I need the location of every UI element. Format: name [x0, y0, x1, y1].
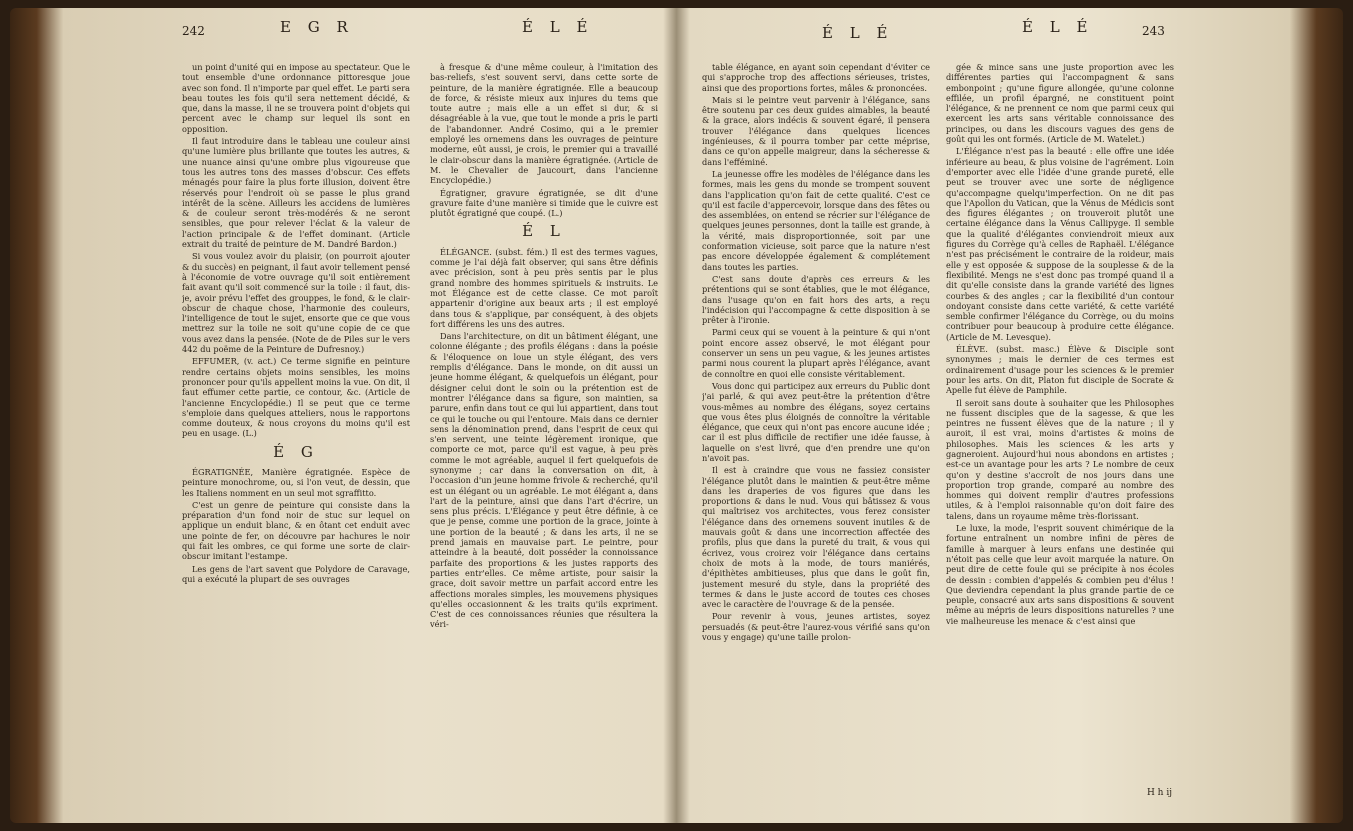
- paragraph: Égratigner, gravure égratignée, se dit d'une gravure faite d'une manière si timide que le cuivre est plutôt égratigné que coupé. (L.): [430, 187, 658, 219]
- paragraph: Dans l'architecture, on dit un bâtiment élégant, une colonne élégante ; des profils élégans : dans la poésie & l'éloquence on loue un style élégant, des vers remplis d'élégance. Dans le monde, on dit aussi un jeune homme élégant, & quelquefois un élégant, pour désigner celui dont le soin ou la prétention est de montrer l'élégance dans sa figure, son maintien, sa parure, enfin dans tout ce qui lui appartient, dans tout ce qui le touche ou qui l'entoure. Mais dans ce dernier sens la dénomination prend, dans l'esprit de ceux qui s'en servent, une teinte légèrement ironique, que comporte ce mot, parce qu'il est vague, à peu près comme le mot agréable, auquel il fert quelquefois de synonyme ; car dans la conversation on dit, à l'occasion d'un jeune homme frivole & recherché, qu'il est un élégant ou un agréable. Le mot élégant a, dans l'art de la peinture, ainsi que dans l'art d'écrire, un sens plus précis. L'Élégance y peut être définie, à ce que je pense, comme une portion de la grace, jointe à une portion de la beauté ; & dans les arts, il ne se prend jamais en mauvaise part. Le peintre, pour atteindre à la beauté, doit posséder la connoissance parfaite des proportions & les justes rapports des parties entr'elles. Ce même artiste, pour saisir la grace, doit savoir mettre un parfait accord entre les affections morales simples, les mouvemens physiques qu'elles occasionnent & les traits qu'ils expriment. C'est de ces connoissances réunies que résultera la véri-: [430, 331, 658, 630]
- paragraph: Il est à craindre que vous ne fassiez consister l'élégance plutôt dans le maintien & peut-être même dans les draperies de vos figures que dans les proportions & dans le nud. Vous qui bâtissez & vous qui maîtrisez vos architectes, vous ferez consister l'élégance dans des ornemens souvent inutiles & de mauvais goût & dans une incorrection affectée des profils, plus que dans la pureté du trait, & vous qui écrivez, vous croirez voir l'élégance dans certains choix de mots à la mode, de tours maniérés, d'épithètes ambitieuses, plus que dans le goût fin, justement mesuré du style, dans la propriété des termes & dans le juste accord de toutes ces choses avec le caractère de l'ouvrage & de la pensée.: [702, 465, 930, 610]
- paragraph: Les gens de l'art savent que Polydore de Caravage, qui a exécuté la plupart de ses ouvrages: [182, 563, 410, 584]
- left-page-number: 242: [182, 24, 205, 38]
- paragraph: Mais si le peintre veut parvenir à l'élégance, sans être soutenu par ces deux guides aimables, la beauté & la grace, alors indécis & souvent égaré, il pensera trouver l'élégance dans quelques licences ingénieuses, & il pourra tomber par cette méprise, dans ce qu'on appelle maigreur, dans la sécheresse & dans l'efféminé.: [702, 94, 930, 167]
- paragraph: Il seroit sans doute à souhaiter que les Philosophes ne fussent disciples que de la sagesse, & que les peintres ne fussent élèves que de la nature ; il y auroit, il est vrai, moins d'artistes & moins de philosophes. Mais les sciences & les arts y gagneroient. Aujourd'hui nous abondons en artistes ; est-ce un avantage pour les arts ? Le nombre de ceux qu'on y destine s'accroît de nos jours dans une proportion trop grande, comparé au nombre des hommes qui doivent remplir d'autres professions utiles, & à l'emploi raisonnable qu'on doit faire des talens, dans un royaume même très-florissant.: [946, 397, 1174, 521]
- right-running-head: [702, 18, 1172, 48]
- paragraph: à fresque & d'une même couleur, à l'imitation des bas-reliefs, s'est souvent servi, dans cette sorte de peinture, de la manière égratignée. Elle a beaucoup de force, & résiste mieux aux injures du tems que toute autre ; mais elle a un effet si dur, & si désagréable à la vue, que tout le monde a pris le parti de l'abandonner. André Cosimo, qui a le premier employé les ornemens dans les ouvrages de peinture moderne, eût aussi, je crois, le premier qui a travaillé le clair-obscur dans la manière égratignée. (Article de M. le Chevalier de Jaucourt, dans l'ancienne Encyclopédie.): [430, 62, 658, 186]
- paragraph: La jeunesse offre les modèles de l'élégance dans les formes, mais les gens du monde se trompent souvent dans l'application qu'on fait de cette qualité. C'est ce qu'il est facile d'appercevoir, lorsque dans des fêtes ou des assemblées, on entend se récrier sur l'élégance de quelques jeunes personnes, dont la taille est grande, à la vérité, mais disproportionnée, soit par une conformation vicieuse, soit parce que la nature n'est pas encore développée également & complétement dans toutes les parties.: [702, 168, 930, 272]
- right-header-right: É L É: [1022, 18, 1094, 36]
- paragraph: Il faut introduire dans le tableau une couleur ainsi qu'une lumière plus brillante que toutes les autres, & une nuance ainsi qu'une ombre plus vigoureuse que tous les autres tons des masses d'obscur. Ces effets ménagés pour faire la plus forte illusion, doivent être réservés pour l'endroit où se passe le plus grand intérêt de la scène. Ailleurs les accidens de lumières & de couleur seront très-modérés & ne seront sensibles, que pour relever l'éclat & la valeur de l'action principale & de l'effet dominant. (Article extrait du traité de peinture de M. Dandré Bardon.): [182, 136, 410, 250]
- left-column-1: [182, 62, 410, 752]
- section-heading-eg: É G: [273, 442, 319, 461]
- right-page-number: 243: [1142, 24, 1165, 38]
- paragraph: gée & mince sans une juste proportion avec les différentes parties qui l'accompagnent & sans embonpoint ; qu'une figure allongée, qu'une colonne effilée, un profil épargné, ne constituent point l'élégance, & ne prennent ce nom que parmi ceux qui exercent les arts sans véritable connoissance des principes, ou dans les discours vagues des gens de goût qui les ont formés. (Article de M. Watelet.): [946, 62, 1174, 145]
- paragraph: Parmi ceux qui se vouent à la peinture & qui n'ont point encore assez observé, le mot élégant pour conserver un sens un peu vague, & les jeunes artistes parmi nous courent la plupart après l'élégance, avant de connoître en quoi elle consiste véritablement.: [702, 327, 930, 379]
- right-column-2: [946, 62, 1174, 752]
- right-column-1: [702, 62, 930, 752]
- left-column-2: [430, 62, 658, 752]
- left-running-head: [182, 18, 658, 48]
- paragraph: C'est un genre de peinture qui consiste dans la préparation d'un fond noir de stuc sur lequel on applique un enduit blanc, & en ôtant cet enduit avec une pointe de fer, on découvre par hachures le noir qui fait les ombres, ce qui forme une sorte de clair-obscur imitant l'estampe.: [182, 499, 410, 562]
- paragraph: Vous donc qui participez aux erreurs du Public dont j'ai parlé, & qui avez peut-être la prétention d'être vous-mêmes au nombre des élégans, soyez certains que vous êtes plus éloignés de connoître la véritable élégance, que ceux qui n'ont pas encore aucune idée ; car il est plus difficile de rectifier une idée fausse, à laquelle on s'est livré, que d'en prendre une qu'on n'avoit pas.: [702, 380, 930, 463]
- paragraph: L'Élégance n'est pas la beauté : elle offre une idée inférieure au beau, & plus voisine de l'agrément. Loin d'emporter avec elle l'idée d'une grande pureté, elle peut se trouver avec une sorte de négligence qu'accompagne quelqu'imperfection. On ne dit pas que l'Apollon du Vatican, que la Vénus de Médicis sont des figures élégantes ; on trouveroit plutôt une certaine élégance dans la Vénus Callipyge. Il semble que la qualité d'élégantes conviendroit mieux aux figures du Corrège qu'à celles de Raphaël. L'élégance n'est pas précisément le contraire de la roideur, mais elle y est opposée & suppose de la souplesse & de la flexibilité. Mengs ne s'est donc pas trompé quand il a dit qu'elle consiste dans la grande variété des lignes courbes & des angles ; car la flexibilité d'un contour ondoyant consiste dans cette variété, & cette variété semble confirmer l'élégance du Corrège, ou du moins contribuer pour beaucoup à produire cette élégance. (Article de M. Levesque).: [946, 146, 1174, 342]
- paragraph: C'est sans doute d'après ces erreurs & les prétentions qui se sont établies, que le mot élégance, dans l'usage qu'on en fait hors des arts, a reçu l'indécision qui l'accompagne & cette disposition à se prêter à l'ironie.: [702, 273, 930, 326]
- paragraph: ÉGRATIGNÉE, Manière égratignée. Espèce de peinture monochrome, ou, si l'on veut, de dessin, que les Italiens nomment en un seul mot sgraffitto.: [182, 466, 410, 498]
- paragraph: Si vous voulez avoir du plaisir, (on pourroit ajouter & du succès) en peignant, il faut avoir tellement pensé à l'économie de votre ouvrage qu'il soit entièrement fait avant qu'il soit commencé sur la toile : il faut, dis-je, avoir prévu l'effet des grouppes, le fond, & le clair-obscur de chaque chose, l'harmonie des couleurs, l'intelligence de tout le sujet, ensorte que ce que vous mettrez sur la toile ne soit qu'une copie de ce que vous avez dans la pensée. (Note de de Piles sur le vers 442 du poëme de la Peinture de Dufresnoy.): [182, 251, 410, 355]
- left-header-left: E G R: [280, 18, 354, 36]
- paragraph: un point d'unité qui en impose au spectateur. Que le tout ensemble d'une ordonnance pittoresque joue avec son fond. Il n'importe par quel effet. Le parti sera beau toutes les fois qu'il sera nettement décidé, & que, dans la masse, il ne se trouvera point d'objets qui percent avec le champ sur lequel ils sont en opposition.: [182, 62, 410, 134]
- right-header-left: É L É: [822, 24, 894, 42]
- paragraph: table élégance, en ayant soin cependant d'éviter ce qui s'approche trop des affections sérieuses, tristes, ainsi que des proportions fortes, mâles & prononcées.: [702, 62, 930, 93]
- paragraph: ÉLÈVE. (subst. masc.) Élève & Disciple sont synonymes ; mais le dernier de ces termes est ordinairement d'usage pour les sciences & le premier pour les arts. On dit, Platon fut disciple de Socrate & Apelle fut élève de Pamphile.: [946, 344, 1174, 396]
- paragraph: Le luxe, la mode, l'esprit souvent chimérique de la fortune entraînent un nombre infini de pères de famille à marquer à leurs enfans une destinée qui n'étoit pas celle que leur avoit marquée la nature. On peut dire de cette foule qui se précipite à nos écoles de dessin : combien d'appelés & combien peu d'élus ! Que deviendra cependant la plus grande partie de ce peuple, consacré aux arts sans dispositions & souvent même au mépris de leurs dispositions naturelles ? une vie malheureuse les menace & c'est ainsi que: [946, 523, 1174, 626]
- section-heading-el: É L: [522, 222, 566, 241]
- left-header-right: É L É: [522, 18, 594, 36]
- signature-mark: H h ij: [1146, 788, 1172, 798]
- paragraph: Pour revenir à vous, jeunes artistes, soyez persuadés (& peut-être l'aurez-vous vérifié sans qu'on vous y engage) qu'une taille prolon-: [702, 611, 930, 643]
- paragraph: EFFUMER, (v. act.) Ce terme signifie en peinture rendre certains objets moins sensibles, les moins prononcer pour qu'ils appellent moins la vue. On dit, il faut effumer cette partie, ce contour, &c. (Article de l'ancienne Encyclopédie.) Il se peut que ce terme s'emploie dans quelques atteliers, nous le rapportons comme douteux, & nous croyons du moins qu'il est peu en usage. (L.): [182, 356, 410, 439]
- paragraph: ÉLÉGANCE. (subst. fém.) Il est des termes vagues, comme je l'ai déjà fait observer, qui sans être définis avec précision, sont à peu près sentis par le plus grand nombre des hommes spirituels & instruits. Le mot Élégance est de cette classe. Ce mot paroît appartenir d'origine aux beaux arts ; il est employé dans tous & s'applique, par conséquent, à des objets fort différens les uns des autres.: [430, 246, 658, 329]
